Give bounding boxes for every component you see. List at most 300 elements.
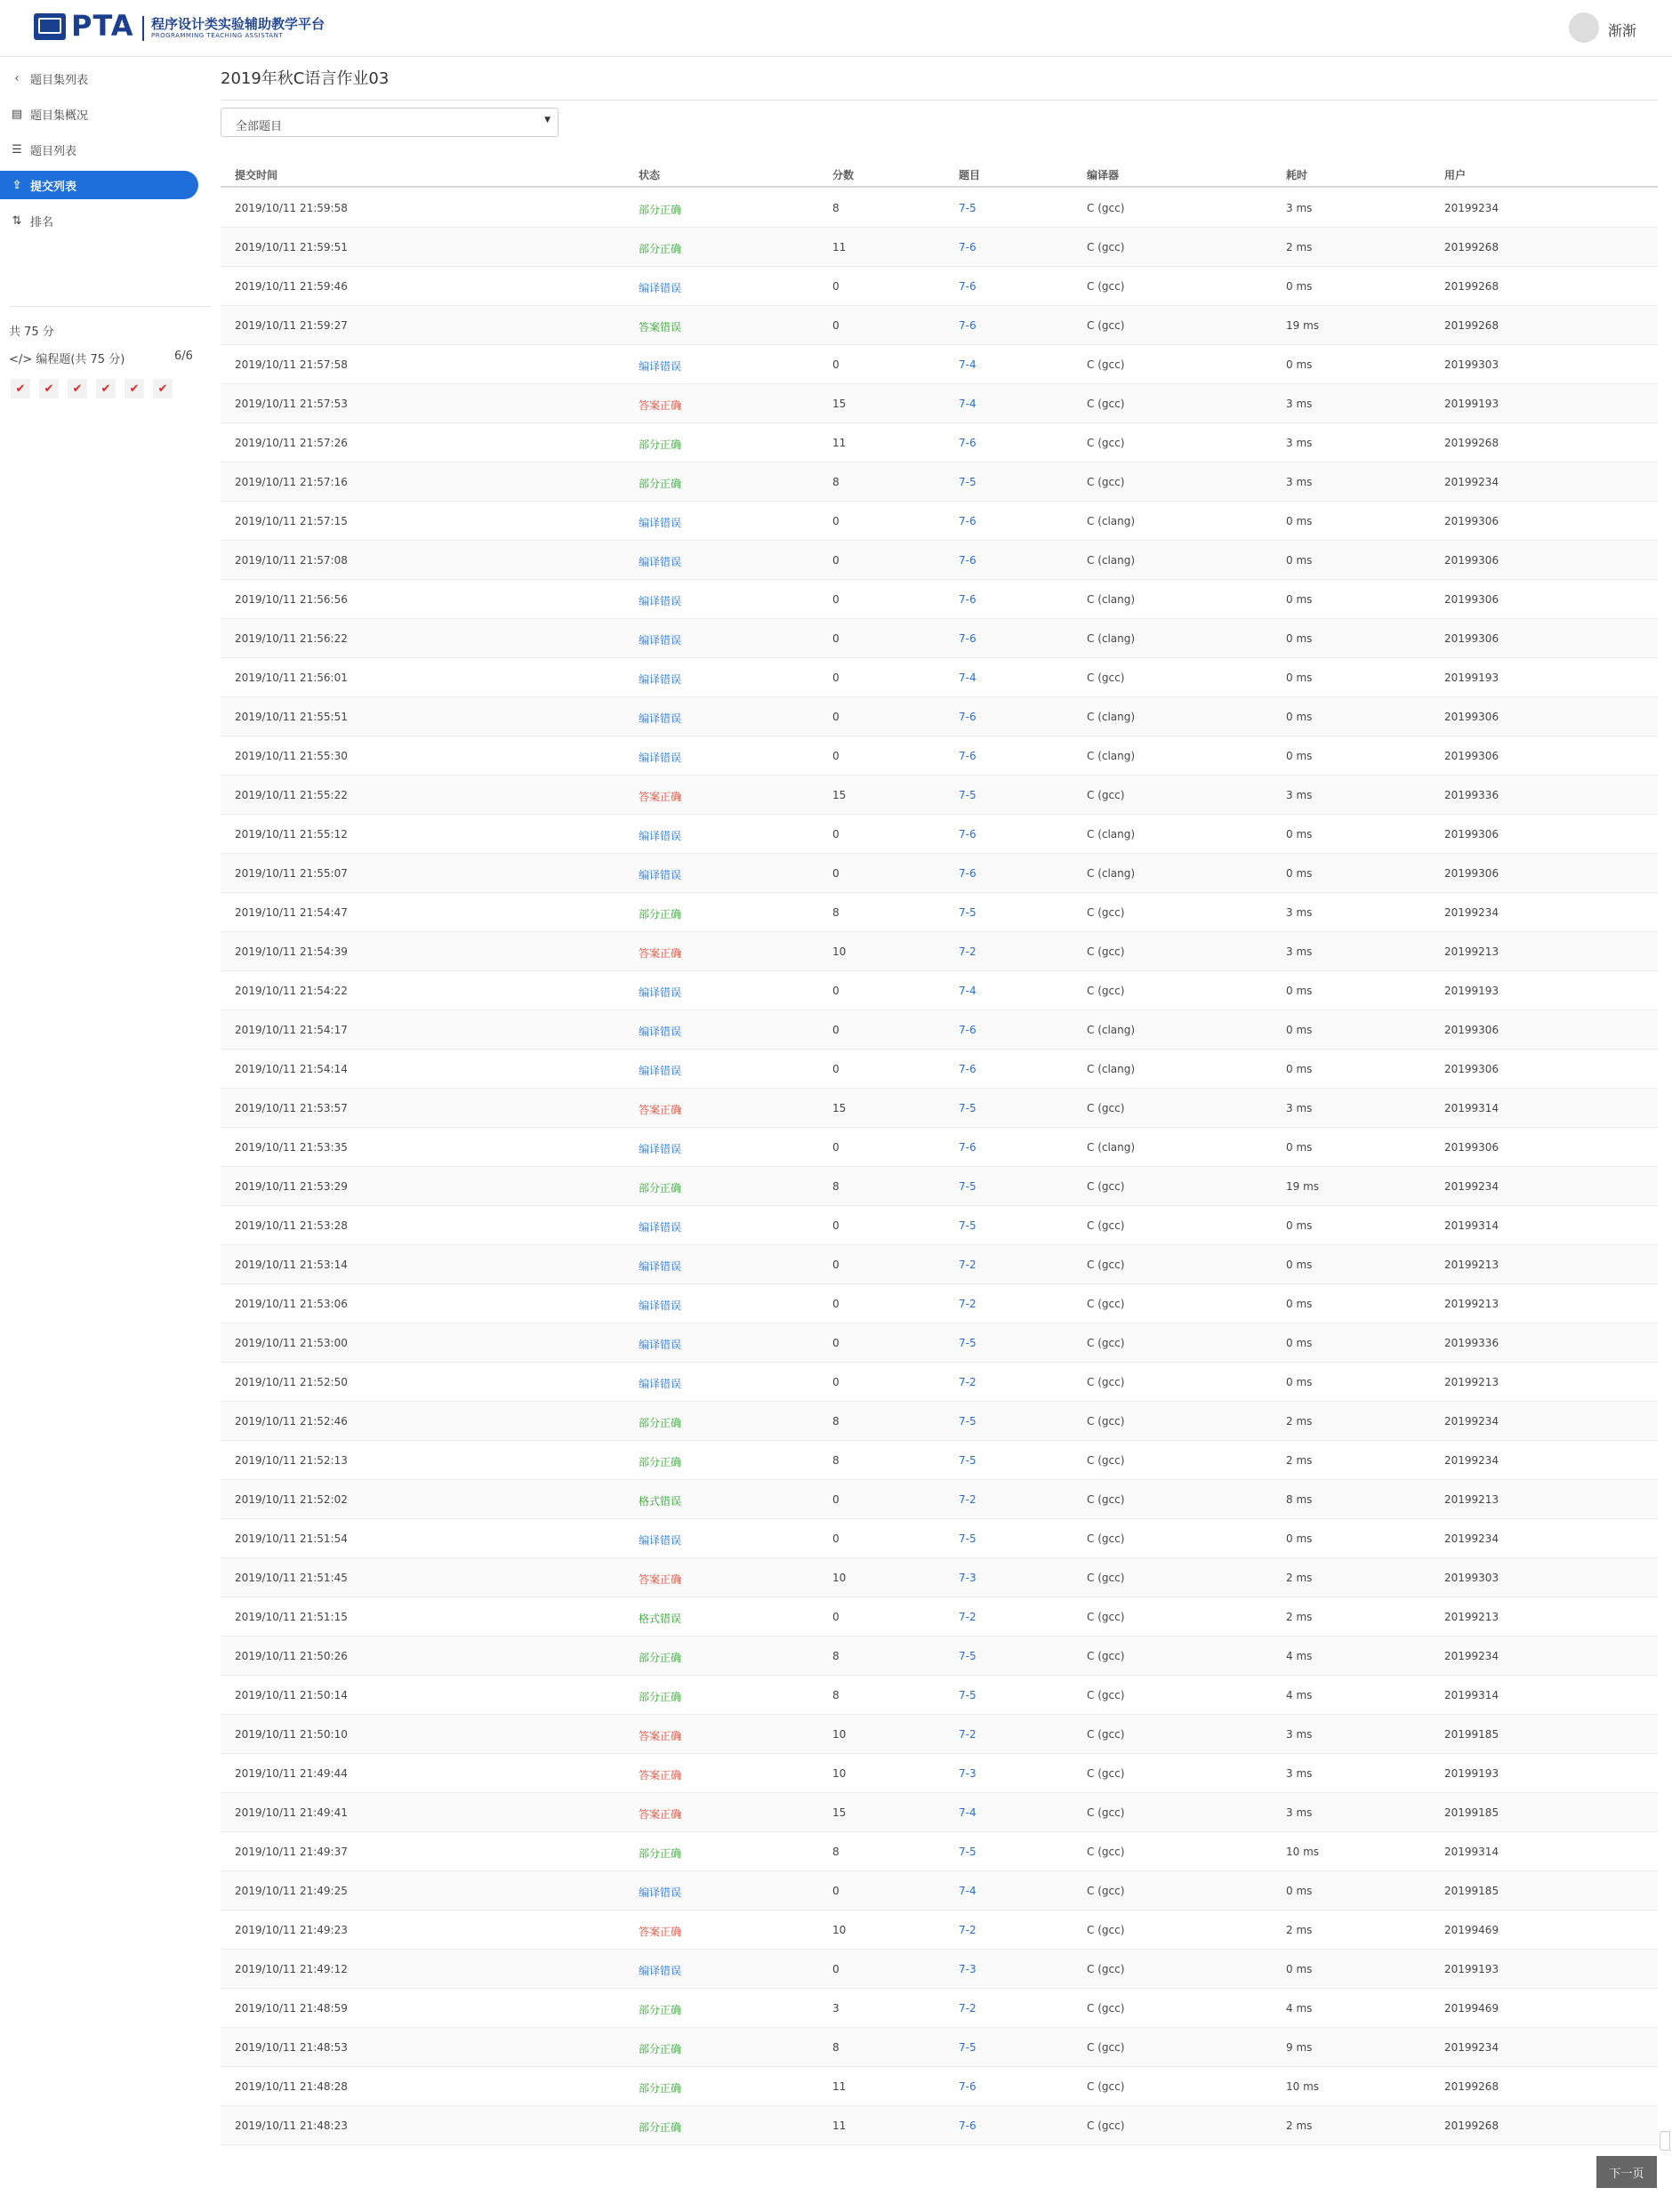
status-link[interactable]: 部分正确 [639, 2043, 682, 2055]
submit-time: 2019/10/11 21:50:26 [235, 1650, 348, 1662]
problem-link[interactable]: 7-6 [959, 241, 977, 253]
logo-text[interactable]: PTA [71, 9, 134, 43]
table-row [221, 893, 1658, 932]
time-cost: 0 ms [1286, 280, 1313, 293]
problem-link[interactable]: 7-6 [959, 515, 977, 527]
time-cost: 2 ms [1286, 1611, 1313, 1623]
table-row [221, 1323, 1658, 1363]
submit-time: 2019/10/11 21:59:51 [235, 241, 348, 253]
table-row [221, 267, 1658, 306]
problem-link[interactable]: 7-2 [959, 2002, 977, 2015]
compiler: C (gcc) [1087, 2119, 1125, 2132]
problem-link[interactable]: 7-6 [959, 867, 977, 880]
problem-link[interactable]: 7-4 [959, 358, 977, 371]
user-id: 20199303 [1444, 1572, 1499, 1584]
time-cost: 2 ms [1286, 241, 1313, 253]
time-cost: 0 ms [1286, 867, 1313, 880]
problem-link[interactable]: 7-6 [959, 2119, 977, 2132]
submit-time: 2019/10/11 21:55:07 [235, 867, 348, 880]
status-link[interactable]: 编译错误 [639, 360, 682, 373]
time-cost: 3 ms [1286, 789, 1313, 801]
time-cost: 0 ms [1286, 1963, 1313, 1975]
submit-time: 2019/10/11 21:53:35 [235, 1141, 348, 1154]
user-id: 20199306 [1444, 593, 1499, 606]
score: 0 [832, 1337, 840, 1349]
time-cost: 3 ms [1286, 1728, 1313, 1741]
problem-link[interactable]: 7-6 [959, 437, 977, 449]
time-cost: 0 ms [1286, 711, 1313, 723]
time-cost: 0 ms [1286, 515, 1313, 527]
submit-time: 2019/10/11 21:55:51 [235, 711, 348, 723]
user-id: 20199234 [1444, 476, 1499, 488]
time-cost: 10 ms [1286, 2080, 1320, 2093]
status-link[interactable]: 编译错误 [639, 1339, 682, 1351]
time-cost: 8 ms [1286, 1493, 1313, 1506]
time-cost: 3 ms [1286, 945, 1313, 958]
status-link[interactable]: 部分正确 [639, 908, 682, 921]
compiler: C (gcc) [1087, 2041, 1125, 2054]
time-cost: 0 ms [1286, 632, 1313, 645]
score: 0 [832, 1532, 840, 1545]
submit-time: 2019/10/11 21:52:02 [235, 1493, 348, 1506]
table-row [221, 1128, 1658, 1167]
problem-link[interactable]: 7-3 [959, 1767, 977, 1780]
user-id: 20199306 [1444, 828, 1499, 841]
compiler: C (gcc) [1087, 280, 1125, 293]
username[interactable]: 渐渐 [1608, 22, 1637, 39]
problem-link[interactable]: 7-5 [959, 1337, 977, 1349]
sidebar-back-label: 题目集列表 [30, 73, 89, 87]
time-cost: 2 ms [1286, 1924, 1313, 1936]
problem-link[interactable]: 7-6 [959, 632, 977, 645]
problem-link[interactable]: 7-5 [959, 202, 977, 214]
user-id: 20199185 [1444, 1885, 1499, 1897]
status-link[interactable]: 编译错误 [639, 1965, 682, 1977]
status-link[interactable]: 编译错误 [639, 830, 682, 842]
status-link[interactable]: 编译错误 [639, 1065, 682, 1077]
check-icon[interactable]: ✔ [96, 379, 116, 398]
status-link[interactable]: 答案错误 [639, 321, 682, 334]
score: 0 [832, 1219, 840, 1232]
compiler: C (gcc) [1087, 1415, 1125, 1428]
status-link[interactable]: 部分正确 [639, 204, 682, 216]
score: 0 [832, 828, 840, 841]
user-id: 20199268 [1444, 241, 1499, 253]
score: 8 [832, 1846, 840, 1858]
score: 8 [832, 476, 840, 488]
status-link[interactable]: 答案正确 [639, 1808, 682, 1821]
status-link[interactable]: 答案正确 [639, 1730, 682, 1742]
score: 8 [832, 2041, 840, 2054]
score: 0 [832, 319, 840, 332]
table-row [221, 345, 1658, 384]
score: 0 [832, 1611, 840, 1623]
compiler: C (gcc) [1087, 672, 1125, 684]
time-cost: 0 ms [1286, 1885, 1313, 1897]
book-icon: ▤ [11, 107, 23, 121]
problem-link[interactable]: 7-6 [959, 2080, 977, 2093]
problem-link[interactable]: 7-6 [959, 280, 977, 293]
pta-logo-icon[interactable] [34, 13, 66, 40]
score: 15 [832, 398, 847, 410]
column-header-time: 提交时间 [235, 169, 278, 181]
user-id: 20199336 [1444, 789, 1499, 801]
status-link[interactable]: 格式错误 [639, 1613, 682, 1625]
user-id: 20199234 [1444, 2041, 1499, 2054]
list-icon: ☰ [12, 142, 22, 157]
sidebar-item-submissions[interactable] [0, 171, 198, 199]
status-link[interactable]: 编译错误 [639, 1534, 682, 1547]
problem-link[interactable]: 7-6 [959, 554, 977, 567]
score: 0 [832, 1376, 840, 1388]
table-row [221, 815, 1658, 854]
problem-link[interactable]: 7-4 [959, 1885, 977, 1897]
score: 0 [832, 554, 840, 567]
time-cost: 0 ms [1286, 1141, 1313, 1154]
sidebar-item-overview[interactable] [9, 100, 197, 128]
problem-link[interactable]: 7-6 [959, 1141, 977, 1154]
problem-link[interactable]: 7-5 [959, 1650, 977, 1662]
status-link[interactable]: 答案正确 [639, 947, 682, 960]
status-link[interactable]: 编译错误 [639, 1299, 682, 1312]
status-link[interactable]: 答案正确 [639, 1769, 682, 1782]
compiler: C (clang) [1087, 632, 1136, 645]
submit-time: 2019/10/11 21:53:14 [235, 1259, 348, 1271]
problem-link[interactable]: 7-3 [959, 1572, 977, 1584]
status-link[interactable]: 部分正确 [639, 1847, 682, 1860]
submit-time: 2019/10/11 21:57:16 [235, 476, 348, 488]
compiler: C (clang) [1087, 515, 1136, 527]
status-link[interactable]: 答案正确 [639, 1573, 682, 1586]
time-cost: 4 ms [1286, 1650, 1313, 1662]
time-cost: 2 ms [1286, 2119, 1313, 2132]
score: 15 [832, 1102, 847, 1114]
status-link[interactable]: 部分正确 [639, 1456, 682, 1468]
submit-time: 2019/10/11 21:49:44 [235, 1767, 348, 1780]
status-link[interactable]: 答案正确 [639, 1926, 682, 1938]
problem-link[interactable]: 7-5 [959, 789, 977, 801]
score: 8 [832, 1650, 840, 1662]
problem-link[interactable]: 7-5 [959, 1454, 977, 1467]
table-row [221, 502, 1658, 541]
submit-time: 2019/10/11 21:53:57 [235, 1102, 348, 1114]
status-link[interactable]: 部分正确 [639, 2004, 682, 2016]
problem-link[interactable]: 7-5 [959, 1532, 977, 1545]
table-row [221, 1871, 1658, 1910]
table-row [221, 1480, 1658, 1519]
compiler: C (gcc) [1087, 2080, 1125, 2093]
user-id: 20199193 [1444, 1767, 1499, 1780]
status-link[interactable]: 部分正确 [639, 478, 682, 490]
submit-time: 2019/10/11 21:57:08 [235, 554, 348, 567]
problem-link[interactable]: 7-5 [959, 1219, 977, 1232]
submit-time: 2019/10/11 21:51:15 [235, 1611, 348, 1623]
submit-time: 2019/10/11 21:52:13 [235, 1454, 348, 1467]
feedback-handle[interactable] [1660, 2131, 1670, 2151]
problem-link[interactable]: 7-4 [959, 398, 977, 410]
time-cost: 0 ms [1286, 1298, 1313, 1310]
score: 10 [832, 945, 847, 958]
user-id: 20199234 [1444, 1415, 1499, 1428]
user-id: 20199193 [1444, 1963, 1499, 1975]
user-id: 20199234 [1444, 1532, 1499, 1545]
score: 0 [832, 358, 840, 371]
problem-link[interactable]: 7-4 [959, 1806, 977, 1819]
problem-link[interactable]: 7-3 [959, 1963, 977, 1975]
status-link[interactable]: 部分正确 [639, 1182, 682, 1194]
status-link[interactable]: 编译错误 [639, 634, 682, 647]
table-row [221, 1284, 1658, 1323]
status-link[interactable]: 编译错误 [639, 712, 682, 725]
submit-time: 2019/10/11 21:52:46 [235, 1415, 348, 1428]
submit-time: 2019/10/11 21:50:10 [235, 1728, 348, 1741]
table-row [221, 228, 1658, 267]
submit-time: 2019/10/11 21:54:47 [235, 906, 348, 919]
column-header-status: 状态 [639, 169, 661, 181]
user-id: 20199306 [1444, 1024, 1499, 1036]
status-link[interactable]: 编译错误 [639, 1143, 682, 1155]
next-page-button[interactable]: 下一页 [1596, 2156, 1657, 2188]
time-cost: 3 ms [1286, 1806, 1313, 1819]
sidebar-item-label: 提交列表 [30, 180, 77, 194]
table-row [221, 1715, 1658, 1754]
compiler: C (gcc) [1087, 476, 1125, 488]
table-row [221, 1558, 1658, 1597]
time-cost: 0 ms [1286, 593, 1313, 606]
compiler: C (clang) [1087, 1024, 1136, 1036]
table-row [221, 1989, 1658, 2028]
sidebar-item-label: 题目集概况 [30, 109, 89, 123]
check-icon[interactable]: ✔ [153, 379, 173, 398]
user-id: 20199234 [1444, 906, 1499, 919]
score: 0 [832, 1259, 840, 1271]
check-icon[interactable]: ✔ [11, 379, 30, 398]
table-row [221, 1050, 1658, 1089]
score: 0 [832, 280, 840, 293]
table-row [221, 2067, 1658, 2106]
check-icon[interactable]: ✔ [39, 379, 59, 398]
time-cost: 3 ms [1286, 202, 1313, 214]
problem-link[interactable]: 7-6 [959, 319, 977, 332]
compiler: C (gcc) [1087, 1924, 1125, 1936]
problem-link[interactable]: 7-6 [959, 1024, 977, 1036]
chevron-left-icon: ‹ [14, 71, 20, 85]
logo-english: PROGRAMMING TEACHING ASSISTANT [151, 32, 284, 39]
sidebar-item-label: 排名 [30, 215, 54, 229]
status-link[interactable]: 答案正确 [639, 791, 682, 803]
user-id: 20199193 [1444, 985, 1499, 997]
compiler: C (gcc) [1087, 1572, 1125, 1584]
back-to-problem-sets-link[interactable] [9, 64, 197, 93]
caret-down-icon: ▼ [544, 116, 551, 125]
compiler: C (gcc) [1087, 1298, 1125, 1310]
table-row [221, 619, 1658, 658]
status-link[interactable]: 编译错误 [639, 752, 682, 764]
sidebar-item-problem-list[interactable] [9, 135, 197, 164]
problem-link[interactable]: 7-5 [959, 1102, 977, 1114]
submit-time: 2019/10/11 21:54:17 [235, 1024, 348, 1036]
status-link[interactable]: 编译错误 [639, 1260, 682, 1273]
problem-link[interactable]: 7-2 [959, 1924, 977, 1936]
time-cost: 3 ms [1286, 398, 1313, 410]
table-row [221, 306, 1658, 345]
table-row [221, 1754, 1658, 1793]
top-bar [0, 0, 1672, 57]
problem-link[interactable]: 7-6 [959, 1063, 977, 1075]
compiler: C (gcc) [1087, 1885, 1125, 1897]
programming-section-label[interactable] [9, 350, 125, 366]
table-row [221, 971, 1658, 1010]
status-link[interactable]: 编译错误 [639, 1886, 682, 1899]
problem-link[interactable]: 7-5 [959, 1415, 977, 1428]
status-link[interactable]: 部分正确 [639, 1417, 682, 1429]
compiler: C (clang) [1087, 750, 1136, 762]
user-id: 20199306 [1444, 515, 1499, 527]
problem-link[interactable]: 7-5 [959, 2041, 977, 2054]
time-cost: 3 ms [1286, 1767, 1313, 1780]
problem-link[interactable]: 7-5 [959, 1689, 977, 1701]
table-row [221, 1910, 1658, 1950]
problem-link[interactable]: 7-6 [959, 593, 977, 606]
status-link[interactable]: 格式错误 [639, 1495, 682, 1508]
status-link[interactable]: 编译错误 [639, 986, 682, 999]
sidebar-divider [9, 306, 212, 307]
problem-link[interactable]: 7-2 [959, 1298, 977, 1310]
status-link[interactable]: 部分正确 [639, 2121, 682, 2134]
logo-subtitle: 程序设计类实验辅助教学平台 [151, 16, 326, 32]
status-link[interactable]: 部分正确 [639, 1691, 682, 1703]
user-id: 20199314 [1444, 1846, 1499, 1858]
sidebar-item-label: 题目列表 [30, 144, 77, 158]
user-id: 20199185 [1444, 1728, 1499, 1741]
time-cost: 19 ms [1286, 319, 1320, 332]
table-row [221, 1245, 1658, 1284]
score: 8 [832, 906, 840, 919]
score: 0 [832, 1024, 840, 1036]
problem-link[interactable]: 7-4 [959, 672, 977, 684]
problem-link[interactable]: 7-5 [959, 906, 977, 919]
compiler: C (clang) [1087, 828, 1136, 841]
status-link[interactable]: 编译错误 [639, 556, 682, 568]
status-link[interactable]: 编译错误 [639, 1378, 682, 1390]
score: 3 [832, 2002, 840, 2015]
user-id: 20199193 [1444, 672, 1499, 684]
filter-selected-value: 全部题目 [236, 120, 283, 133]
problem-link[interactable]: 7-6 [959, 828, 977, 841]
problem-link[interactable]: 7-2 [959, 1728, 977, 1741]
problem-link[interactable]: 7-2 [959, 1493, 977, 1506]
table-row [221, 463, 1658, 502]
time-cost: 19 ms [1286, 1180, 1320, 1193]
column-header-cost: 耗时 [1286, 169, 1308, 181]
time-cost: 0 ms [1286, 554, 1313, 567]
table-row [221, 1676, 1658, 1715]
problem-link[interactable]: 7-5 [959, 476, 977, 488]
problem-link[interactable]: 7-2 [959, 1259, 977, 1271]
table-row [221, 384, 1658, 423]
table-row [221, 1597, 1658, 1637]
submit-time: 2019/10/11 21:53:00 [235, 1337, 348, 1349]
table-row [221, 854, 1658, 893]
status-link[interactable]: 答案正确 [639, 1104, 682, 1116]
upload-icon: ⇪ [12, 178, 22, 192]
score: 0 [832, 1063, 840, 1075]
submit-time: 2019/10/11 21:55:22 [235, 789, 348, 801]
problem-link[interactable]: 7-2 [959, 1611, 977, 1623]
problem-link[interactable]: 7-6 [959, 750, 977, 762]
time-cost: 0 ms [1286, 828, 1313, 841]
user-id: 20199213 [1444, 1493, 1499, 1506]
compiler: C (gcc) [1087, 1728, 1125, 1741]
problem-link[interactable]: 7-5 [959, 1180, 977, 1193]
user-id: 20199268 [1444, 437, 1499, 449]
check-icon[interactable]: ✔ [125, 379, 144, 398]
status-link[interactable]: 编译错误 [639, 1221, 682, 1234]
logo-divider [142, 16, 144, 41]
check-icon[interactable]: ✔ [68, 379, 87, 398]
user-id: 20199268 [1444, 280, 1499, 293]
problem-link[interactable]: 7-6 [959, 711, 977, 723]
status-link[interactable]: 部分正确 [639, 2082, 682, 2095]
sidebar-item-ranking[interactable] [9, 206, 197, 235]
compiler: C (gcc) [1087, 1219, 1125, 1232]
compiler: C (gcc) [1087, 1767, 1125, 1780]
status-link[interactable]: 编译错误 [639, 869, 682, 881]
status-link[interactable]: 部分正确 [639, 1652, 682, 1664]
page-title: 2019年秋C语言作业03 [221, 69, 390, 88]
problem-filter-select[interactable] [221, 108, 559, 137]
table-row [221, 1950, 1658, 1989]
compiler: C (gcc) [1087, 1806, 1125, 1819]
submit-time: 2019/10/11 21:53:06 [235, 1298, 348, 1310]
table-row [221, 1089, 1658, 1128]
problem-check-list [11, 379, 181, 398]
time-cost: 4 ms [1286, 2002, 1313, 2015]
status-link[interactable]: 编译错误 [639, 673, 682, 686]
problem-link[interactable]: 7-2 [959, 945, 977, 958]
submit-time: 2019/10/11 21:48:28 [235, 2080, 348, 2093]
status-link[interactable]: 编译错误 [639, 595, 682, 607]
column-header-compiler: 编译器 [1087, 169, 1120, 181]
submit-time: 2019/10/11 21:50:14 [235, 1689, 348, 1701]
status-link[interactable]: 编译错误 [639, 517, 682, 529]
status-link[interactable]: 部分正确 [639, 243, 682, 255]
table-row [221, 1206, 1658, 1245]
sort-icon: ⇅ [12, 213, 22, 228]
avatar[interactable] [1569, 12, 1599, 43]
submit-time: 2019/10/11 21:57:15 [235, 515, 348, 527]
status-link[interactable]: 部分正确 [639, 438, 682, 451]
status-link[interactable]: 答案正确 [639, 399, 682, 412]
user-id: 20199268 [1444, 319, 1499, 332]
submit-time: 2019/10/11 21:53:28 [235, 1219, 348, 1232]
score: 8 [832, 1180, 840, 1193]
problem-link[interactable]: 7-4 [959, 985, 977, 997]
user-id: 20199336 [1444, 1337, 1499, 1349]
table-header [221, 158, 1658, 188]
score: 0 [832, 1963, 840, 1975]
problem-link[interactable]: 7-2 [959, 1376, 977, 1388]
compiler: C (gcc) [1087, 241, 1125, 253]
score: 11 [832, 241, 847, 253]
status-link[interactable]: 编译错误 [639, 282, 682, 294]
problem-link[interactable]: 7-5 [959, 1846, 977, 1858]
status-link[interactable]: 编译错误 [639, 1026, 682, 1038]
score: 0 [832, 632, 840, 645]
column-header-problem: 题目 [959, 169, 981, 181]
programming-label-text: 编程题(共 75 分) [36, 353, 125, 366]
user-id: 20199306 [1444, 1063, 1499, 1075]
